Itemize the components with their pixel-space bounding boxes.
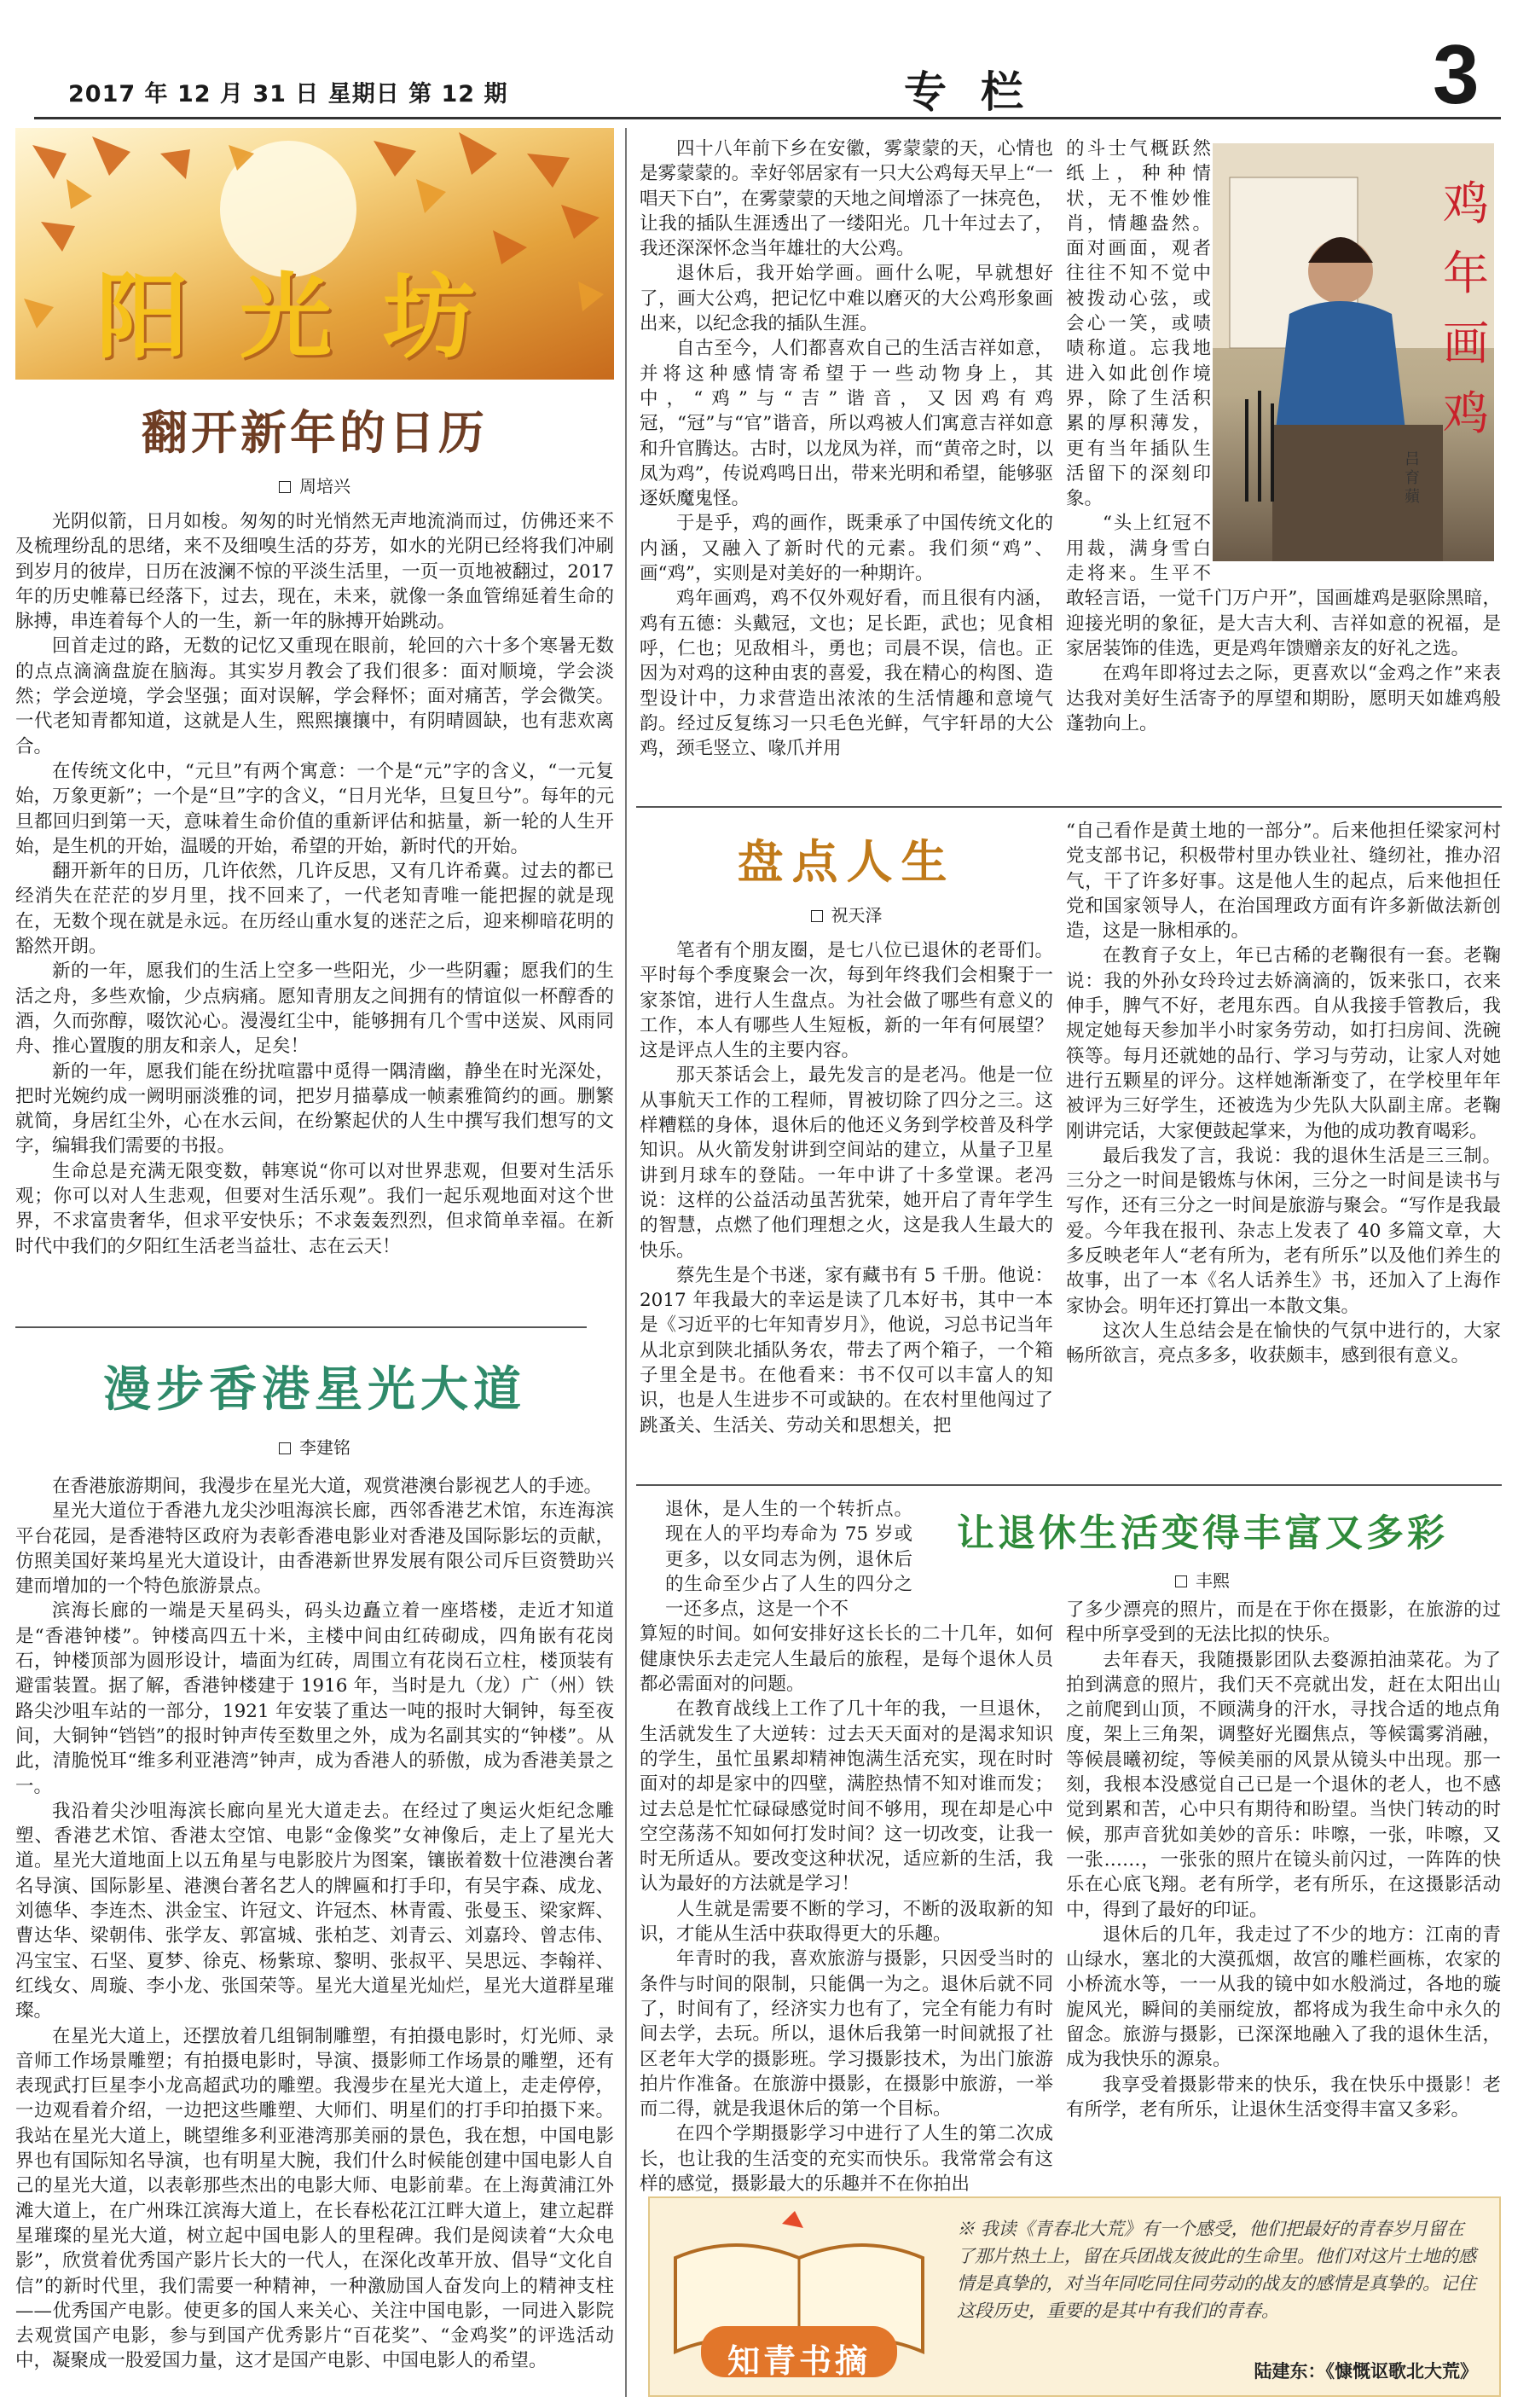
page-header [34,26,1501,119]
article-life-review-continuation: “自己看作是黄土地的一部分”。后来他担任梁家河村党支部书记，积极带村里办铁业社、缝纫社，推办沼气，干了许多好事。这是他人生的起点，后来他担任党和国家领导人，在治国理政方面有许多新做法新创造，这是一脉相承的。 在教育子女上，年已古稀的老鞠很有一套。老鞠说：我的外孙女玲玲过去娇滴滴的，饭来张口，衣来伸手，脾气不好，老甩东西。自从我接手管教后，我规定她每天参加半小时家务劳动，如打扫房间、洗碗筷等。每月还就她的品行、学习与劳动，让家人对她进行五颗星的评分。这样她渐渐变了，在学校里年年被评为三好学生，还被选为少先队大队副主席。老鞠刚讲完话，大家便鼓起掌来，为他的成功教育喝彩。 最后我发了言，我说：我的退休生活是三三制。三分之一时间是锻炼与休闲，三分之一时间是读书与写作，还有三分之一时间是旅游与聚会。“写作是我最爱。今年我在报刊、杂志上发表了 40 多篇文章，大多反映老年人“老有所为，老有所乐”以及他们养生的故事，出了一本《名人话养生》书，还加入了上海作家协会。明年还打算出一本散文集。 这次人生总结会是在愉快的气氛中进行的，大家畅所欲言，亮点多多，收获颇丰，感到很有意义。 [1066,821,1501,1367]
article-hk-avenue-of-stars [15,1335,614,2401]
article-body-continuation: 了多少漂亮的照片，而是在于你在摄影，在旅游的过程中所享受到的无法比拟的快乐。 去年春天，我随摄影团队去婺源拍油菜花。为了拍到满意的照片，我们天不亮就出发，赶在太阳出山之前爬到山顶，不顾满身的汗水，寻找合适的地点角度，架上三角架，调整好光圈焦点，等候霭雾消融，等候晨曦初绽，等候美丽的风景从镜头中出现。那一刻，我根本没感觉自己已是一个退休的老人，也不感觉到累和苦，心中只有期待和盼望。当快门转动的时候，那声音犹如美妙的音乐：咔嚓，一张，咔嚓，又一张……，一张张的照片在镜头前闪过，一阵阵的快乐在心底飞翔。老有所学，老有所乐，在这摄影活动中，得到了最好的印证。 退休后的几年，我走过了不少的地方：江南的青山绿水，塞北的大漠孤烟，故宫的雕栏画栋，农家的小桥流水等，一一从我的镜中如水般淌过，各地的璇旎风光，瞬间的美丽绽放，都将成为我生命中永久的留念。旅游与摄影，已深深地融入了我的退休生活，成为我快乐的源泉。 我享受着摄影带来的快乐，我在快乐中摄影！老有所学，老有所乐，让退休生活变得丰富又多彩。 [1066,1599,1501,2121]
article-author: 周培兴 [15,473,614,497]
column-divider [625,128,627,2397]
article-author: 祝天泽 [640,902,1053,926]
painter-photo [1213,143,1494,561]
byline-square-icon [1175,1575,1187,1587]
article-new-year-calendar [15,388,614,1279]
article-life-review [640,819,1053,1484]
page-number: 3 [1433,27,1480,121]
article-body: 退休，是人生的一个转折点。现在人的平均寿命为 75 岁或更多，以女同志为例，退休后的生命至少占了人生的四分之一还多点，这是一个不 算短的时间。如何安排好这长长的二十几年，如何健康快乐去走完人生最后的旅程，是每个退休人员都必需面对的问题。 在教育战线上工作了几十年的我，一旦退休，生活就发生了大逆转：过去天天面对的是渴求知识的学生，虽忙虽累却精神饱满生活充实，现在时时面对的却是家中的四壁，满腔热情不知对谁而发；过去总是忙忙碌碌感觉时间不够用，现在却是心中空空荡荡不知如何打发时间？这一切改变，让我一时无所适从。要改变这种状况，适应新的生活，我认为最好的方法就是学习！ 人生就是需要不断的学习，不断的汲取新的知识，才能从生活中获取得更大的乐趣。 年青时的我，喜欢旅游与摄影，只因受当时的条件与时间的限制，只能偶一为之。退休后就不同了，时间有了，经济实力也有了，完全有能力有时间去学，去玩。所以，退休后我第一时间就报了社区老年大学的摄影班。学习摄影技术，为出门旅游拍片作准备。在旅游中摄影，在摄影中旅游，一举而二得，就是我退休后的第一个目标。 在四个学期摄影学习中进行了人生的第二次成长，也让我的生活变的充实而快乐。我常常会有这样的感觉，摄影最大的乐趣并不在你拍出 [640,1499,1053,2196]
article-body: 在香港旅游期间，我漫步在星光大道，观赏港澳台影视艺人的手迹。 星光大道位于香港九龙尖沙咀海滨长廊，西邻香港艺术馆，东连海滨平台花园，是香港特区政府为表彰香港电影业对香港及国际影坛的贡献，仿照美国好莱坞星光大道设计，由香港新世界发展有限公司斥巨资赞助兴建而增加的一个特色旅游景点。 滨海长廊的一端是天星码头，码头边矗立着一座塔楼，走近才知道是“香港钟楼”。钟楼高四五十米，主楼中间由红砖砌成，四角嵌有花岗石，钟楼顶部为圆形设计，墙面为红砖，周围立有花岗石立柱，楼顶装有避雷装置。据了解，香港钟楼建于 1916 年，当时是九（龙）广（州）铁路尖沙咀车站的一部分，1921 年安装了重达一吨的报时大铜钟，每至夜间，大铜钟“铛铛”的报时钟声传至数里之外，成为名副其实的“钟楼”。从此，清脆悦耳“维多利亚港湾”钟声，成为香港人的骄傲，成为香港美景之一。 我沿着尖沙咀海滨长廊向星光大道走去。在经过了奥运火炬纪念雕塑、香港艺术馆、香港太空馆、电影“金像奖”女神像后，走上了星光大道。星光大道地面上以五角星与电影胶片为图案，镶嵌着数十位港澳台著名导演、国际影星、港澳台著名艺人的牌匾和打手印，有吴宇森、成龙、刘德华、李连杰、洪金宝、许冠文、许冠杰、林青霞、张曼玉、梁家辉、曹达华、梁朝伟、张学友、郭富城、张柏芝、刘青云、刘嘉玲、曾志伟、冯宝宝、石坚、夏梦、徐克、杨紫琼、黎明、张叔平、吴思远、李翰祥、红线女、周璇、李小龙、张国荣等。星光大道星光灿烂，星光大道群星璀璨。 在星光大道上，还摆放着几组铜制雕塑，有拍摄电影时，灯光师、录音师工作场景雕塑；有拍摄电影时，导演、摄影师工作场景的雕塑，还有表现武打巨星李小龙高超武功的雕塑。我漫步在星光大道上，走走停停，一边观看着介绍，一边把这些雕塑、大师们、明星们的打手印拍摄下来。我站在星光大道上，眺望维多利亚港湾那美丽的景色，我在想，中国电影界也有国际知名导演，也有明星大腕，我们什么时候能创建中国电影人自己的星光大道，以表彰那些杰出的电影大师、电影前辈。在上海黄浦江外滩大道上，在广州珠江滨海大道上，在长春松花江江畔大道上，建立起群星璀璨的星光大道，树立起中国电影人的里程碑。我们是阅读着“大众电影”，欣赏着优秀国产影片长大的一代人，在深化改革开放、倡导“文化自信”的新时代里，我们需要一种精神，一种激励国人奋发向上的精神支柱——优秀国产电影。使更多的国人来关心、关注中国电影，一同进入影院去观赏国产电影，参与到国产优秀影片“百花奖”、“金鸡奖”的评选活动中，凝聚成一股爱国力量，这才是国产电影、中国电影人的希望。 [15,1476,614,2372]
article-title: 让退休生活变得丰富又多彩 [957,1512,1448,1555]
banner-image [15,128,614,380]
article-title: 盘点人生 [737,835,956,889]
excerpt-quote: ※ 我读《青春北大荒》有一个感受，他们把最好的青春岁月留在了那片热土上，留在兵团战友彼此的生命里。他们对这片土地的感情是真挚的，对当年同吃同住同劳动的战友的感情是真挚的。记住这段历史，重要的是其中有我们的青春。 [957,2219,1476,2321]
byline-square-icon [279,1442,291,1454]
article-body: 光阴似箭，日月如梭。匆匆的时光悄然无声地流淌而过，仿佛还来不及梳理纷乱的思绪，来不及细嗅生活的芬芳，如水的光阴已经将我们冲刷到岁月的彼岸，日历在波澜不惊的平淡生活里，一页一页地被翻过，2017 年的历史帷幕已经落下，过去，现在，未来，就像一条血管绵延着生命的脉搏，串连着每个人的一生，新一年的脉搏开始跳动。 回首走过的路，无数的记忆又重现在眼前，轮回的六十多个寒暑无数的点点滴滴盘旋在脑海。其实岁月教会了我们很多：面对顺境，学会淡然；学会逆境，学会坚强；面对误解，学会释怀；面对痛苦，学会微笑。一代老知青都知道，这就是人生，熙熙攘攘中，有阴晴圆缺，也有悲欢离合。 在传统文化中，“元旦”有两个寓意：一个是“元”字的含义，“一元复始，万象更新”；一个是“旦”字的含义，“日月光华，旦复旦兮”。每年的元旦都回归到第一天，意味着生命价值的重新评估和掂量，新一轮的人生开始，是生机的开始，温暖的开始，希望的开始，新时代的开始。 翻开新年的日历，几许依然，几许反思，又有几许希冀。过去的都已经消失在茫茫的岁月里，找不回来了，一代老知青唯一能把握的就是现在，无数个现在就是永远。在历经山重水复的迷茫之后，迎来柳暗花明的豁然开朗。 新的一年，愿我们的生活上空多一些阳光，少一些阴霾；愿我们的生活之舟，多些欢愉，少点病痛。愿知青朋友之间拥有的情谊似一杯醇香的酒，久而弥醇，啜饮沁心。漫漫红尘中，能够拥有几个雪中送炭、风雨同舟、推心置腹的朋友和亲人，足矣！ 新的一年，愿我们能在纷扰喧嚣中觅得一隅清幽，静坐在时光深处，把时光婉约成一阙明丽淡雅的词，把岁月描摹成一帧素雅简约的画。删繁就简，身居红尘外，心在水云间，在纷繁起伏的人生中撰写我们想写的文字，编辑我们需要的书报。 生命总是充满无限变数，韩寒说“你可以对世界悲观，但要对生活乐观；你可以对人生悲观，但要对生活乐观”。我们一起乐观地面对这个世界，不求富贵奢华，但求平安快乐；不求轰轰烈烈，但求简单幸福。在新时代中我们的夕阳红生活老当益壮、志在云天！ [15,511,614,1257]
divider [636,806,1502,808]
article-body: 笔者有个朋友圈，是七八位已退休的老哥们。平时每个季度聚会一次，每到年终我们会相聚于一家茶馆，进行人生盘点。为社会做了哪些有意义的工作，本人有哪些人生短板，新的一年有何展望？这是评点人生的主要内容。 那天茶话会上，最先发言的是老冯。他是一位从事航天工作的工程师，胃被切除了四分之三。这样糟糕的身体，退休后的他还义务到学校普及科学知识。从火箭发射讲到空间站的建立，从量子卫星讲到月球车的登陆。一年中讲了十多堂课。老冯说：这样的公益活动虽苦犹荣，她开启了青年学生的智慧，点燃了他们理想之火，这是我人生最大的快乐。 蔡先生是个书迷，家有藏书有 5 千册。他说：2017 年我最大的幸运是读了几本好书，其中一本是《习近平的七年知青岁月》，他说，习总书记当年从北京到陕北插队务农，带去了两个箱子，一个箱子里全是书。在他看来：书不仅可以丰富人的知识，也是人生进步不可或缺的。在农村里他闯过了跳蚤关、生活关、劳动关和思想关，把 [640,940,1053,1436]
article-retirement-life [640,1497,1501,2196]
article-author: 李建铭 [15,1434,614,1459]
article-rooster-painting: 四十八年前下乡在安徽，雾蒙蒙的天，心情也是雾蒙蒙的。幸好邻居家有一只大公鸡每天早上“一唱天下白”，在雾蒙蒙的天地之间增添了一抹亮色，让我的插队生涯透出了一缕阳光。几十年过去了，我还深深怀念当年雄壮的大公鸡。 退休后，我开始学画。画什么呢，早就想好了，画大公鸡，把记忆中难以磨灭的大公鸡形象画出来，以纪念我的插队生涯。 自古至今，人们都喜欢自己的生活吉祥如意，并将这种感情寄希望于一些动物身上，其中，“鸡”与“吉”谐音，又因鸡有鸡冠，“冠”与“官”谐音，所以鸡被人们寓意吉祥如意和升官腾达。古时，以龙凤为祥，而“黄帝之时，以凤为鸡”，传说鸡鸣日出，带来光明和希望，能够驱逐妖魔鬼怪。 于是乎，鸡的画作，既秉承了中国传统文化的内涵，又融入了新时代的元素。我们须“鸡”、画“鸡”，实则是对美好的一种期许。 鸡年画鸡，鸡不仅外观好看，而且很有内涵，鸡有五德：头戴冠，文也；足长距，武也；见食相呼，仁也；见敌相斗，勇也；司晨不误，信也。正因为对鸡的这种由衷的喜爱，我在精心的构图、造型设计中，力求营造出浓浓的生活情趣和意境气韵。经过反复练习一只毛色光鲜，气宇轩昂的大公鸡，颈毛竖立、喙爪并用 [640,138,1053,760]
byline-square-icon [279,481,291,493]
banner-title: 阳光坊 [96,264,527,371]
open-book-icon [658,2207,940,2390]
excerpt-attribution: 陆建东：《慷慨讴歌北大荒》 [1254,2360,1478,2382]
book-excerpt-label: 知青书摘 [727,2342,871,2380]
column-name: 专栏 [904,67,1057,117]
divider [15,1326,587,1328]
photo-caption-author: 吕育蘋 [1405,450,1420,506]
article-title: 翻开新年的日历 [142,406,488,460]
byline-square-icon [811,910,823,922]
photo-caption-title: 鸡年画鸡 [1443,177,1489,440]
article-rooster-continuation: 的斗士气概跃然纸上，种种情状，无不惟妙惟肖，情趣盎然。面对画面，观者往往不知不觉中被拨动心弦，或会心一笑，或啧啧称道。忘我地进入如此创作境界，除了生活积累的厚积薄发，更有当年插队生活留下的深刻印象。 “头上红冠不用裁，满身雪白走将来。生平不敢轻言语，一觉千门万户开”，国画雄鸡是驱除黑暗，迎接光明的象征，是大吉大利、吉祥如意的祝福，是家居装饰的佳选，更是鸡年馈赠亲友的好礼之选。 在鸡年即将过去之际，更喜欢以“金鸡之作”来表达我对美好生活寄予的厚望和期盼，愿明天如雄鸡般蓬勃向上。 [1066,138,1501,734]
issue-date: 2017 年 12 月 31 日 星期日 第 12 期 [68,81,508,107]
book-excerpt-box [648,2196,1501,2397]
divider [636,1484,1502,1486]
article-title: 漫步香港星光大道 [103,1362,526,1418]
article-author: 丰熙 [904,1567,1501,1592]
